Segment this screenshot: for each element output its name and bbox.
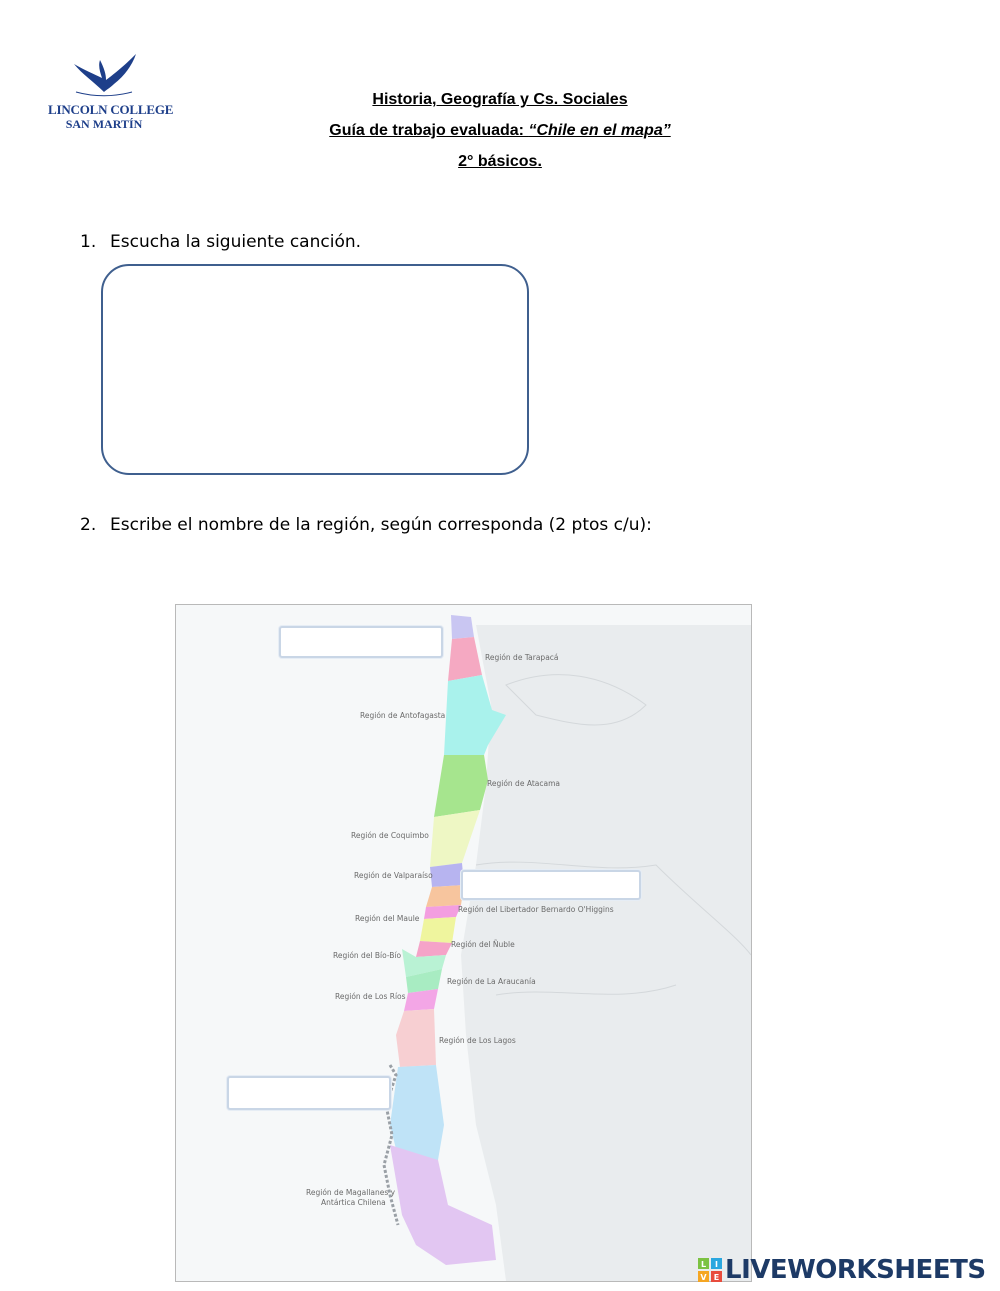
question-1 <box>80 232 361 252</box>
school-logo <box>48 52 174 142</box>
logo-line1: LINCOLN COLLEGE <box>48 102 174 117</box>
subject-title: Historia, Geografía y Cs. Sociales <box>372 91 628 108</box>
chile-map <box>175 604 752 1282</box>
region-ohiggins <box>424 905 461 919</box>
label-ohiggins: Región del Libertador Bernardo O'Higgins <box>458 905 614 914</box>
brand-name: LIVEWORKSHEETS <box>725 1255 986 1285</box>
label-magallanes-1: Región de Magallanes y <box>306 1188 396 1197</box>
region-magallanes <box>390 1145 496 1265</box>
label-nuble: Región del Ñuble <box>451 940 515 949</box>
question-1-number: 1. <box>80 232 97 252</box>
label-araucania: Región de La Araucanía <box>447 977 536 986</box>
badge-letter: L <box>700 1260 707 1269</box>
region-los-lagos <box>396 1009 436 1067</box>
region-valparaiso <box>430 863 464 887</box>
question-2-text: Escribe el nombre de la región, según corresponda (2 ptos c/u): <box>110 515 652 535</box>
label-los-lagos: Región de Los Lagos <box>439 1036 516 1045</box>
region-nuble <box>416 941 452 957</box>
label-los-rios: Región de Los Ríos <box>335 992 406 1001</box>
grade-title: 2° básicos. <box>458 153 542 170</box>
region-arica <box>451 615 474 639</box>
label-maule: Región del Maule <box>355 914 420 923</box>
region-metropolitana <box>426 885 464 907</box>
answer-box-3[interactable] <box>227 1076 391 1110</box>
badge-letter: V <box>700 1273 707 1282</box>
logo-line2: SAN MARTÍN <box>65 117 143 131</box>
region-tarapaca <box>448 637 482 681</box>
label-atacama: Región de Atacama <box>487 779 560 788</box>
guide-title <box>250 122 750 140</box>
guide-name: “Chile en el mapa” <box>528 122 671 139</box>
label-coquimbo: Región de Coquimbo <box>351 831 429 840</box>
label-valparaiso: Región de Valparaíso <box>354 871 433 880</box>
label-antofagasta: Región de Antofagasta <box>360 711 446 720</box>
eagle-icon <box>54 52 154 102</box>
label-tarapaca: Región de Tarapacá <box>485 653 559 662</box>
guide-prefix: Guía de trabajo evaluada: <box>329 122 524 139</box>
neighbor-land <box>461 625 751 1281</box>
label-magallanes-2: Antártica Chilena <box>321 1198 386 1207</box>
badge-letter: E <box>713 1273 720 1282</box>
answer-box-1[interactable] <box>279 626 443 658</box>
label-biobio: Región del Bío-Bío <box>333 951 402 960</box>
badge-letter: I <box>715 1260 718 1269</box>
audio-player-box[interactable] <box>101 264 529 475</box>
question-1-text: Escucha la siguiente canción. <box>110 232 362 252</box>
question-2 <box>80 515 652 535</box>
answer-box-2[interactable] <box>461 870 641 900</box>
liveworksheets-logo <box>698 1252 986 1288</box>
live-badge-icon <box>698 1258 722 1282</box>
question-2-number: 2. <box>80 515 97 535</box>
region-coquimbo <box>430 810 480 867</box>
region-atacama <box>434 755 488 817</box>
